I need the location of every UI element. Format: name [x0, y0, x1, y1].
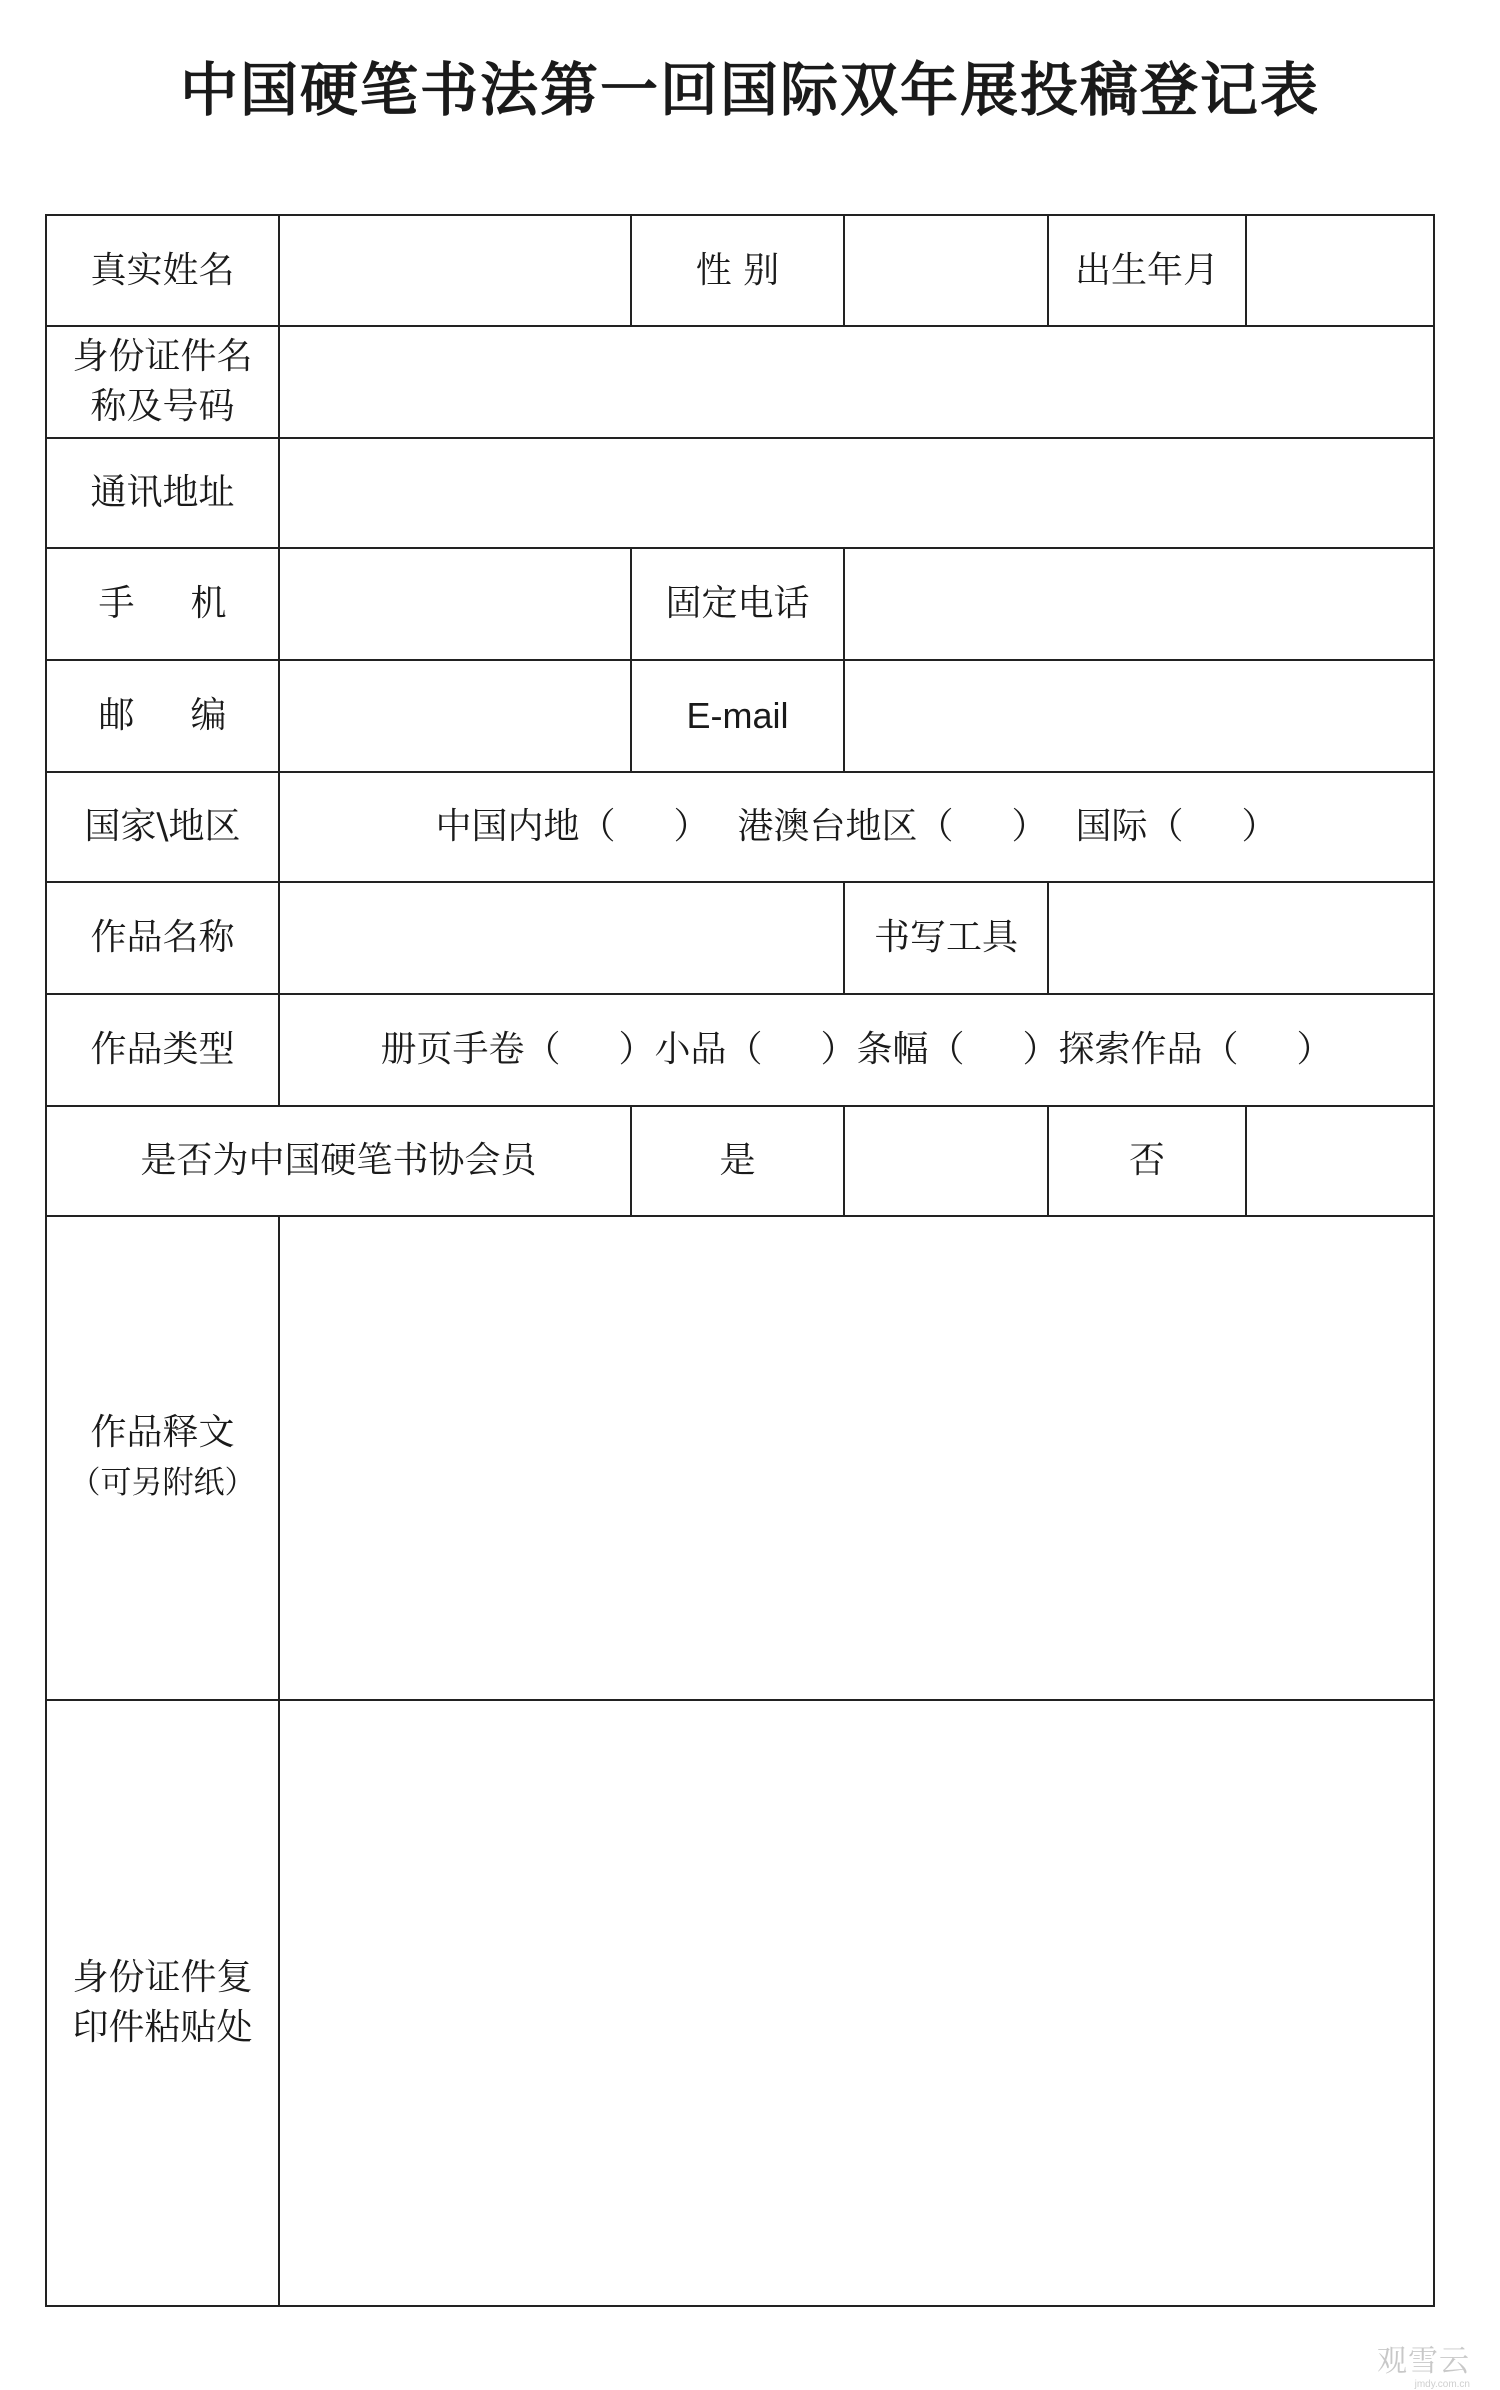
id-field[interactable]: [279, 326, 1434, 438]
row-name: [46, 215, 1434, 326]
mobile-label-char-2: 机: [190, 583, 227, 624]
registration-form-table: [45, 214, 1435, 2307]
work-text-label: [46, 1216, 279, 1700]
postcode-label: [46, 660, 279, 772]
email-field[interactable]: [844, 660, 1434, 772]
birth-field[interactable]: [1246, 215, 1434, 326]
gender-label: 性 别: [631, 215, 844, 326]
row-id-copy: [46, 1700, 1434, 2306]
region-option-hk-macao-taiwan[interactable]: 港澳台地区（ ）: [737, 806, 1048, 847]
row-work-type: [46, 994, 1434, 1106]
form-title: 中国硬笔书法第一回国际双年展投稿登记表: [179, 56, 1320, 124]
work-text-field[interactable]: [279, 1216, 1434, 1700]
postcode-field[interactable]: [279, 660, 631, 772]
name-field[interactable]: [279, 215, 631, 326]
work-text-note: （可另附纸）: [69, 1465, 256, 1501]
address-label: 通讯地址: [46, 438, 279, 548]
birth-label: 出生年月: [1048, 215, 1246, 326]
region-option-international[interactable]: 国际（ ）: [1075, 806, 1278, 847]
postcode-label-char-2: 编: [190, 695, 227, 736]
region-label: 国家\地区: [46, 772, 279, 882]
address-field[interactable]: [279, 438, 1434, 548]
writing-tool-label: 书写工具: [844, 882, 1048, 994]
id-copy-label: [46, 1700, 279, 2306]
region-option-mainland[interactable]: 中国内地（ ）: [435, 806, 710, 847]
work-type-option-exploratory[interactable]: ）探索作品（ ）: [1022, 1029, 1333, 1070]
work-name-field[interactable]: [279, 882, 844, 994]
id-copy-label-line-1: 身份证件复: [72, 1957, 253, 1998]
work-text-label-main: 作品释文: [90, 1412, 235, 1453]
id-label: [46, 326, 279, 438]
yes-field[interactable]: [844, 1106, 1048, 1216]
id-copy-label-line-2: 印件粘贴处: [72, 2007, 253, 2048]
row-work-text: [46, 1216, 1434, 1700]
name-label: 真实姓名: [46, 215, 279, 326]
work-type-option-album[interactable]: 册页手卷（: [380, 1029, 561, 1070]
row-phone: [46, 548, 1434, 660]
row-membership: [46, 1106, 1434, 1216]
id-copy-paste-area[interactable]: [279, 1700, 1434, 2306]
writing-tool-field[interactable]: [1048, 882, 1434, 994]
work-type-options: [279, 994, 1434, 1106]
email-label: E-mail: [631, 660, 844, 772]
row-region: [46, 772, 1434, 882]
mobile-label: [46, 548, 279, 660]
phone-field[interactable]: [844, 548, 1434, 660]
gender-field[interactable]: [844, 215, 1048, 326]
watermark-url: jmdy.com.cn: [1414, 2379, 1470, 2390]
region-options: [279, 772, 1434, 882]
row-address: [46, 438, 1434, 548]
phone-label: 固定电话: [631, 548, 844, 660]
row-postcode: [46, 660, 1434, 772]
work-type-label: 作品类型: [46, 994, 279, 1106]
row-work-name: [46, 882, 1434, 994]
work-name-label: 作品名称: [46, 882, 279, 994]
row-id: [46, 326, 1434, 438]
work-type-option-scroll[interactable]: ）条幅（: [820, 1029, 965, 1070]
work-type-option-small[interactable]: ）小品（: [618, 1029, 763, 1070]
no-label: 否: [1048, 1106, 1246, 1216]
id-label-line-1: 身份证件名: [72, 336, 253, 377]
mobile-field[interactable]: [279, 548, 631, 660]
postcode-label-char-1: 邮: [98, 695, 135, 736]
id-label-line-2: 称及号码: [90, 386, 235, 427]
no-field[interactable]: [1246, 1106, 1434, 1216]
member-label: 是否为中国硬笔书协会员: [46, 1106, 631, 1216]
mobile-label-char-1: 手: [98, 583, 135, 624]
watermark-logo: 观雪云: [1377, 2344, 1470, 2379]
yes-label: 是: [631, 1106, 844, 1216]
